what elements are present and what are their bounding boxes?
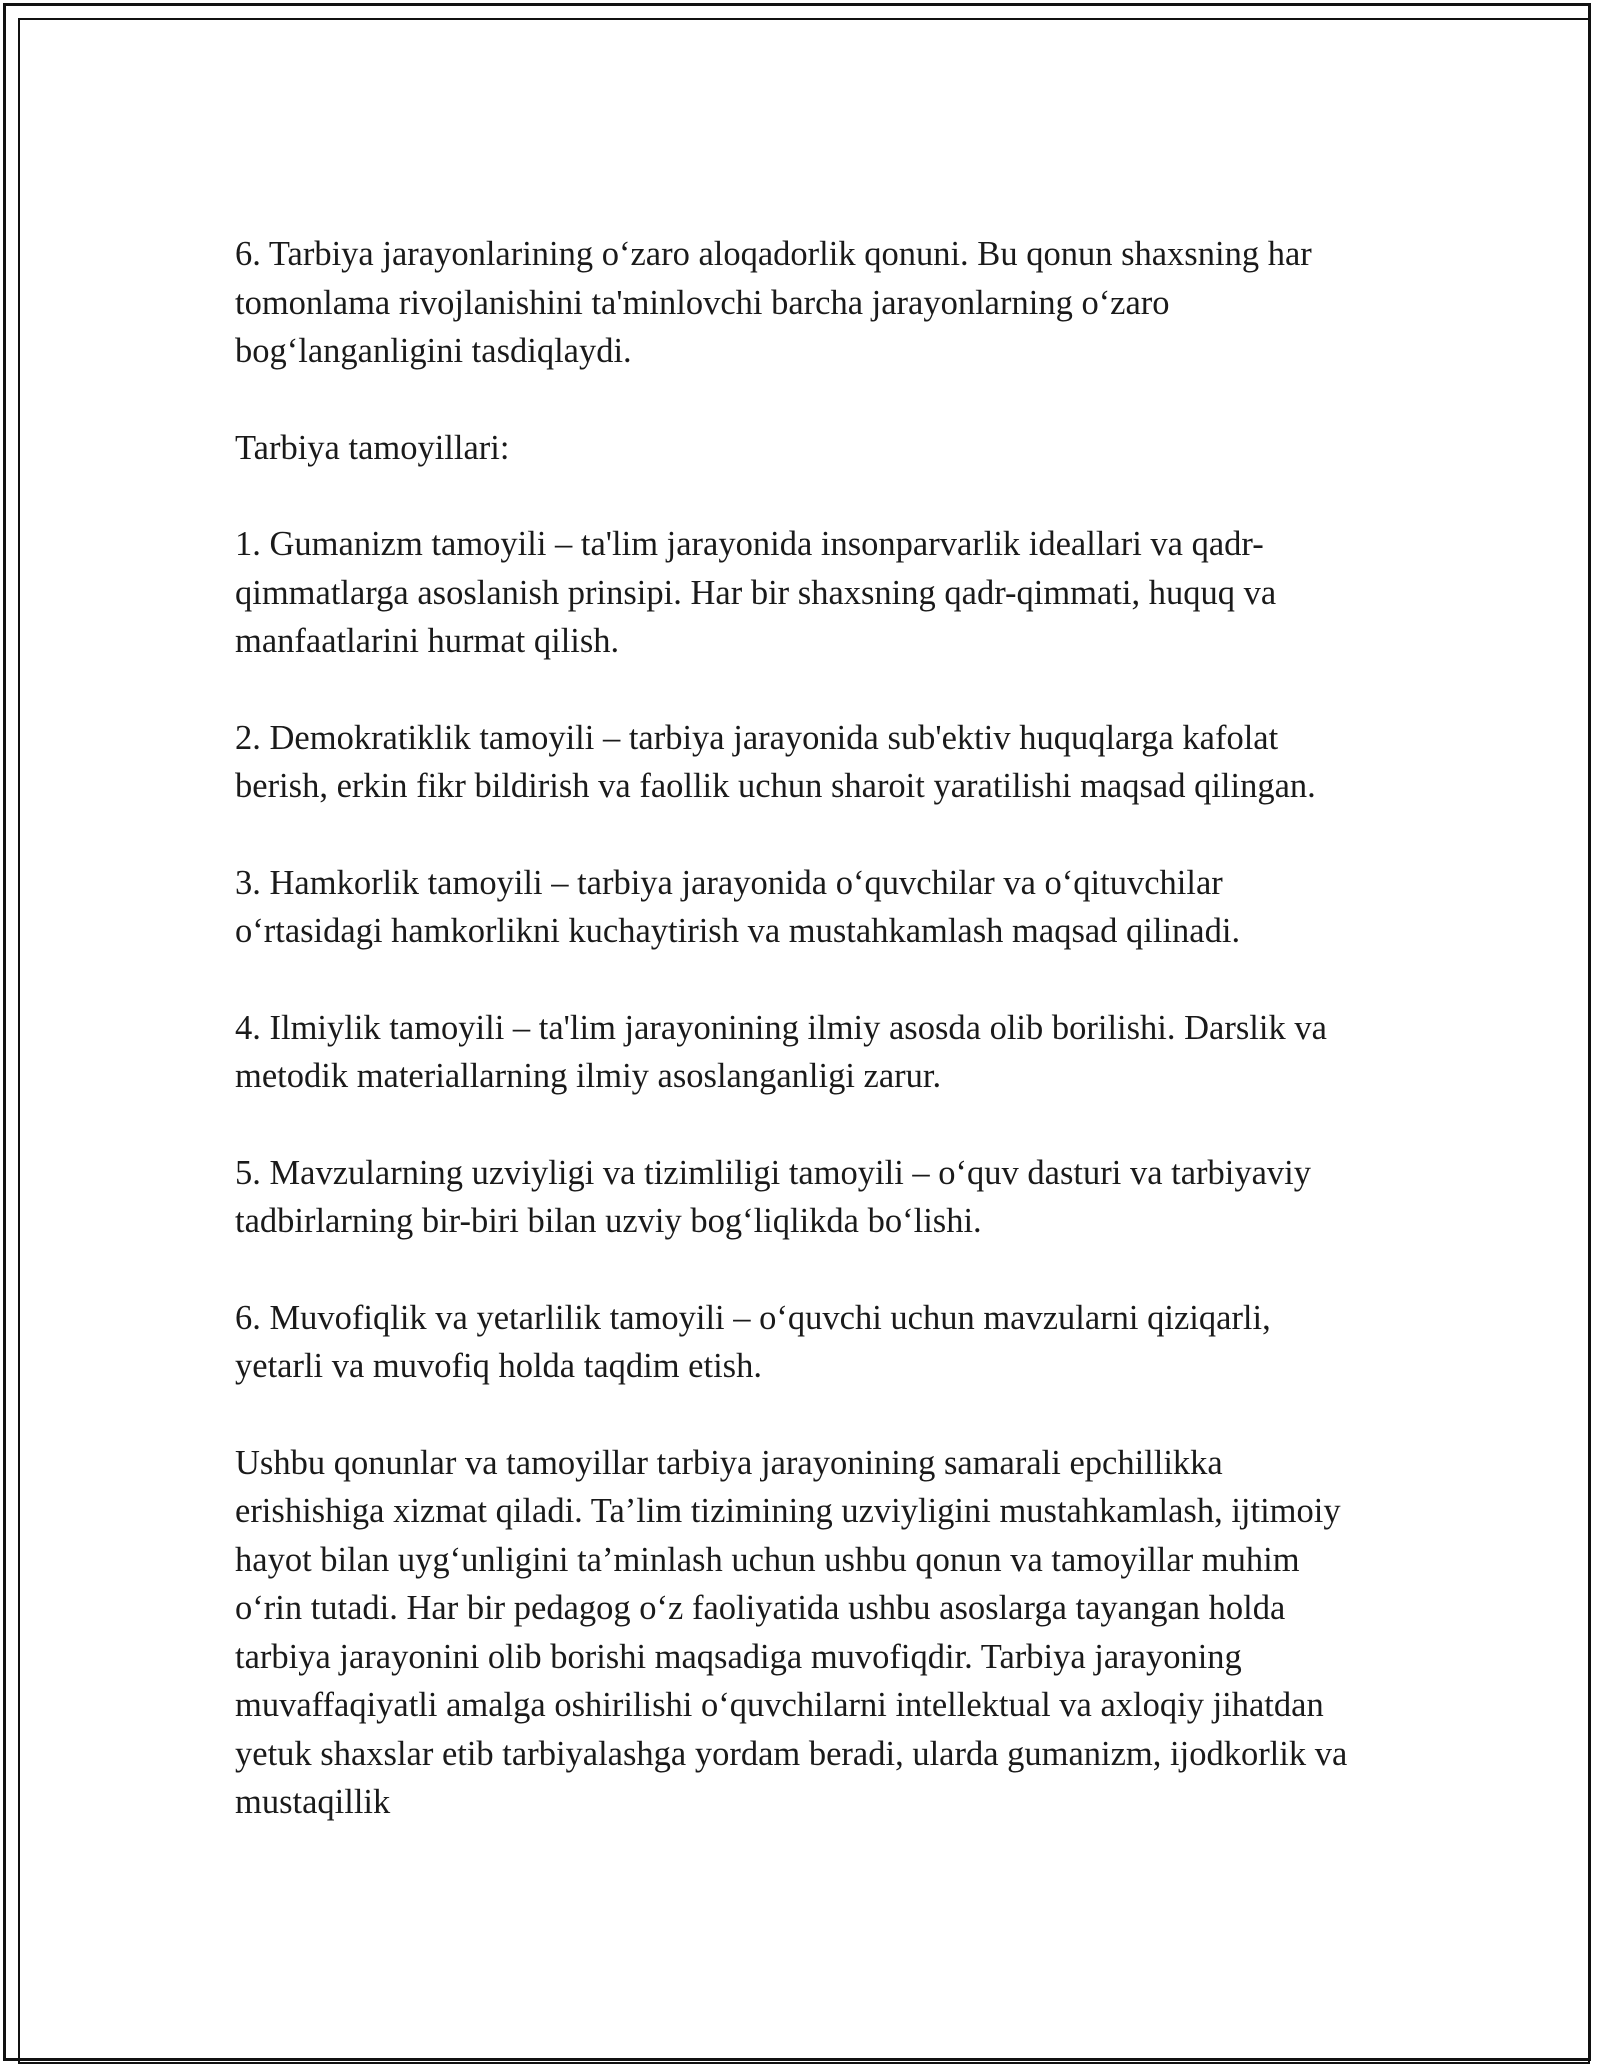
- document-body: [235, 230, 1365, 1827]
- paragraph-principle-6: 6. Muvofiqlik va yetarlilik tamoyili – o‘quvchi uchun mavzularni qiziqarli, yetarli va muvofiq holda taqdim etish.: [235, 1298, 1271, 1385]
- paragraph-principle-4: 4. Ilmiylik tamoyili – ta'lim jarayonining ilmiy asosda olib borilishi. Darslik va metodik materiallarning ilmiy asoslanganligi zarur.: [235, 1008, 1327, 1095]
- section-heading-principles: Tarbiya tamoyillari:: [235, 428, 510, 467]
- paragraph-principle-2: 2. Demokratiklik tamoyili – tarbiya jarayonida sub'ektiv huquqlarga kafolat berish, erkin fikr bildirish va faollik uchun sharoit yaratilishi maqsad qilingan.: [235, 718, 1316, 805]
- paragraph-principle-1: 1. Gumanizm tamoyili – ta'lim jarayonida insonparvarlik ideallari va qadr-qimmatlarga asoslanish prinsipi. Har bir shaxsning qadr-qimmati, huquq va manfaatlarini hurmat qilish.: [235, 525, 1277, 660]
- paragraph-law-6: 6. Tarbiya jarayonlarining o‘zaro aloqadorlik qonuni. Bu qonun shaxsning har tomonlama rivojlanishini ta'minlovchi barcha jarayonlarning o‘zaro bog‘langanligini tasdiqlaydi.: [235, 235, 1312, 370]
- paragraph-principle-3: 3. Hamkorlik tamoyili – tarbiya jarayonida o‘quvchilar va o‘qituvchilar o‘rtasidagi hamkorlikni kuchaytirish va mustahkamlash maqsad qilinadi.: [235, 863, 1241, 950]
- paragraph-principle-5: 5. Mavzularning uzviyligi va tizimliligi tamoyili – o‘quv dasturi va tarbiyaviy tadbirlarning bir-biri bilan uzviy bog‘liqlikda bo‘lishi.: [235, 1153, 1312, 1240]
- paragraph-conclusion: Ushbu qonunlar va tamoyillar tarbiya jarayonining samarali epchillikka erishishiga xizmat qiladi. Ta’lim tizimining uzviyligini mustahkamlash, ijtimoiy hayot bilan uyg‘unligini ta’minlash uchun ushbu qonun va tamoyillar muhim o‘rin tutadi. Har bir pedagog o‘z faoliyatida ushbu asoslarga tayangan holda tarbiya jarayonini olib borishi maqsadiga muvofiqdir. Tarbiya jarayoning muvaffaqiyatli amalga oshirilishi o‘quvchilarni intellektual va axloqiy jihatdan yetuk shaxslar etib tarbiyalashga yordam beradi, ularda gumanizm, ijodkorlik va mustaqillik: [235, 1443, 1348, 1821]
